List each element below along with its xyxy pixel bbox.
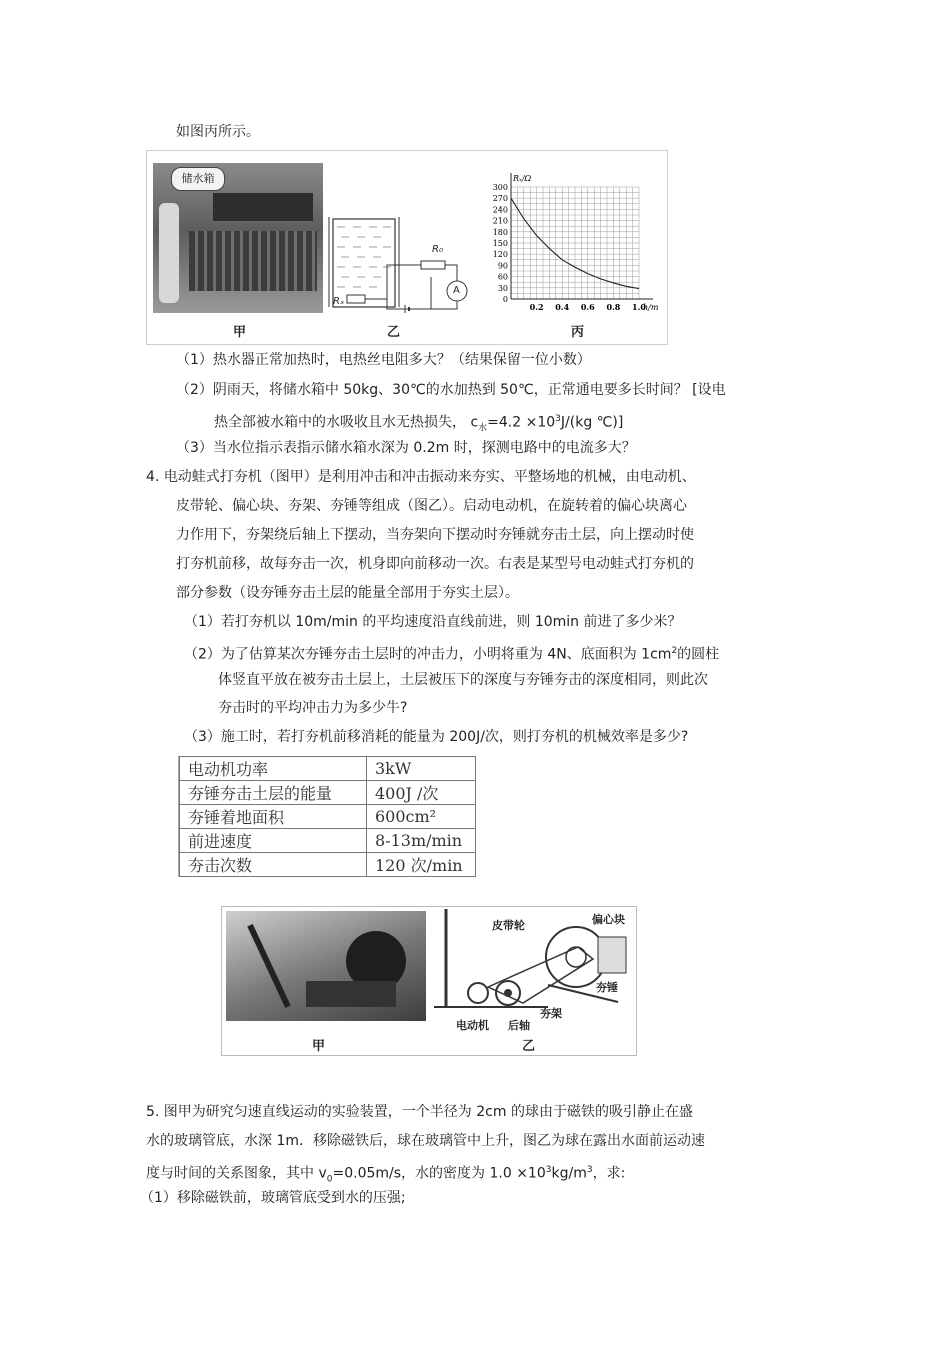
x-tick-label: 0.8 — [606, 302, 621, 312]
param-name-cell: 夯锤着地面积 — [180, 805, 367, 829]
label-belt-pulley: 皮带轮 — [492, 919, 525, 932]
y-tick-label: 0 — [502, 295, 508, 304]
y-tick-label: 120 — [492, 250, 508, 260]
q3-part1: （1）热水器正常加热时，电热丝电阻多大？（结果保留一位小数） — [176, 352, 591, 368]
x-tick-label: 1.0 — [632, 302, 646, 312]
x-tick-label: 0.4 — [555, 302, 570, 312]
ammeter-label: A — [453, 285, 460, 296]
param-name-cell: 前进速度 — [180, 829, 367, 853]
photo-tamper — [226, 911, 426, 1021]
solar-panel — [189, 231, 317, 291]
rx-label: Rₓ — [333, 296, 345, 307]
parameter-table — [179, 756, 476, 877]
q4-part2-line1: （2）为了估算某次夯锤夯击土层时的冲击力，小明将重为 4N、底面积为 $1cm^2$的圆柱 — [184, 646, 720, 663]
param-name-cell: 夯击次数 — [180, 853, 367, 877]
y-axis-label: Rₓ/Ω — [513, 174, 532, 183]
q4-para-line4: 打夯机前移，故每夯击一次，机身即向前移动一次。右表是某型号电动蛙式打夯机的 — [176, 556, 694, 572]
param-name-cell: 电动机功率 — [180, 757, 367, 781]
figure-tamper — [221, 906, 637, 1056]
q5-para-line3: 度与时间的关系图象，其中 $v_0=0.05m/s$，水的密度为 $1.0 \times 10^3kg/m^3$，求: — [146, 1165, 626, 1185]
figure-water-heater — [146, 150, 668, 345]
y-tick-label: 240 — [492, 205, 508, 215]
q4-para-line5: 部分参数（设夯锤夯击土层的能量全部用于夯实土层）。 — [176, 585, 519, 601]
label-hammer: 夯锤 — [596, 981, 618, 994]
q5-para-line1: 5. 图甲为研究匀速直线运动的实验装置，一个半径为 2cm 的球由于磁铁的吸引静止在盛 — [146, 1104, 693, 1120]
y-tick-label: 30 — [497, 283, 508, 293]
y-tick-label: 210 — [492, 216, 508, 226]
caption-bing: 丙 — [571, 325, 585, 340]
x-tick-label: 0.2 — [529, 302, 544, 312]
table-row — [180, 805, 476, 829]
circuit-diagram — [327, 191, 477, 316]
tank-label-bubble: 储水箱 — [171, 167, 225, 191]
param-name-cell: 夯锤夯击土层的能量 — [180, 781, 367, 805]
label-motor: 电动机 — [456, 1019, 489, 1032]
q4-para-line1: 4. 电动蛙式打夯机（图甲）是利用冲击和冲击振动来夯实、平整场地的机械，由电动机、 — [146, 469, 696, 485]
label-eccentric-block: 偏心块 — [592, 913, 625, 926]
q4-para-line2: 皮带轮、偏心块、夯架、夯锤等组成（图乙）。启动电动机，在旋转着的偏心块离心 — [176, 498, 687, 514]
resistance-depth-chart — [477, 169, 662, 319]
param-value-cell: 3kW — [367, 757, 476, 781]
q4-part1: （1）若打夯机以 10m/min 的平均速度沿直线前进，则 10min 前进了多少米？ — [184, 614, 682, 630]
x-axis-label: h/m — [643, 303, 659, 312]
parameter-table-wrap — [178, 756, 476, 877]
table-row — [180, 829, 476, 853]
label-frame: 夯架 — [540, 1007, 562, 1020]
q4-para-line3: 力作用下，夯架绕后轴上下摆动，当夯架向下摆动时夯锤就夯击土层，向上摆动时使 — [176, 527, 694, 543]
param-value-cell: 400J /次 — [367, 781, 476, 805]
storage-tank — [159, 203, 179, 303]
table-row — [180, 853, 476, 877]
q3-part2-line2: 热全部被水箱中的水吸收且水无热损失， $c_水=4.2 \times 10^3J/(kg$ ℃)] — [214, 414, 624, 434]
q5-part1: （1）移除磁铁前，玻璃管底受到水的压强; — [140, 1190, 406, 1206]
param-value-cell: 8-13m/min — [367, 829, 476, 853]
label-rear-axle: 后轴 — [508, 1019, 530, 1032]
table-row — [180, 757, 476, 781]
y-tick-label: 270 — [492, 194, 508, 204]
q3-part2-line1: （2）阴雨天，将储水箱中 50kg、30℃的水加热到 50℃，正常通电要多长时间？ [设电 — [176, 382, 726, 398]
q4-part2-line3: 夯击时的平均冲击力为多少牛? — [218, 700, 408, 716]
caption-jia-2: 甲 — [312, 1039, 326, 1054]
intro-line: 如图丙所示。 — [176, 124, 260, 140]
tamper-handle — [247, 924, 290, 1008]
y-tick-label: 60 — [497, 272, 508, 282]
window — [213, 193, 313, 221]
caption-yi: 乙 — [387, 325, 401, 340]
photo-water-heater — [153, 163, 323, 313]
param-value-cell: 120 次/min — [367, 853, 476, 877]
table-row — [180, 781, 476, 805]
r0-label: R₀ — [432, 244, 443, 255]
q4-part3: （3）施工时，若打夯机前移消耗的能量为 200J/次，则打夯机的机械效率是多少? — [184, 729, 689, 745]
caption-jia: 甲 — [233, 325, 247, 340]
y-tick-label: 90 — [497, 261, 508, 271]
caption-yi-2: 乙 — [522, 1039, 536, 1054]
q4-part2-line2: 体竖直平放在被夯击土层上，土层被压下的深度与夯锤夯击的深度相同，则此次 — [218, 672, 708, 688]
y-tick-label: 300 — [492, 183, 508, 192]
x-tick-label: 0.6 — [580, 302, 595, 312]
y-tick-label: 150 — [492, 239, 508, 248]
tamper-base — [306, 981, 396, 1007]
q5-para-line2: 水的玻璃管底，水深 1m．移除磁铁后，球在玻璃管中上升，图乙为球在露出水面前运动速 — [146, 1133, 705, 1149]
param-value-cell: 600cm² — [367, 805, 476, 829]
q3-part3: （3）当水位指示表指示储水箱水深为 0.2m 时，探测电路中的电流多大？ — [176, 440, 636, 456]
y-tick-label: 180 — [492, 227, 508, 237]
